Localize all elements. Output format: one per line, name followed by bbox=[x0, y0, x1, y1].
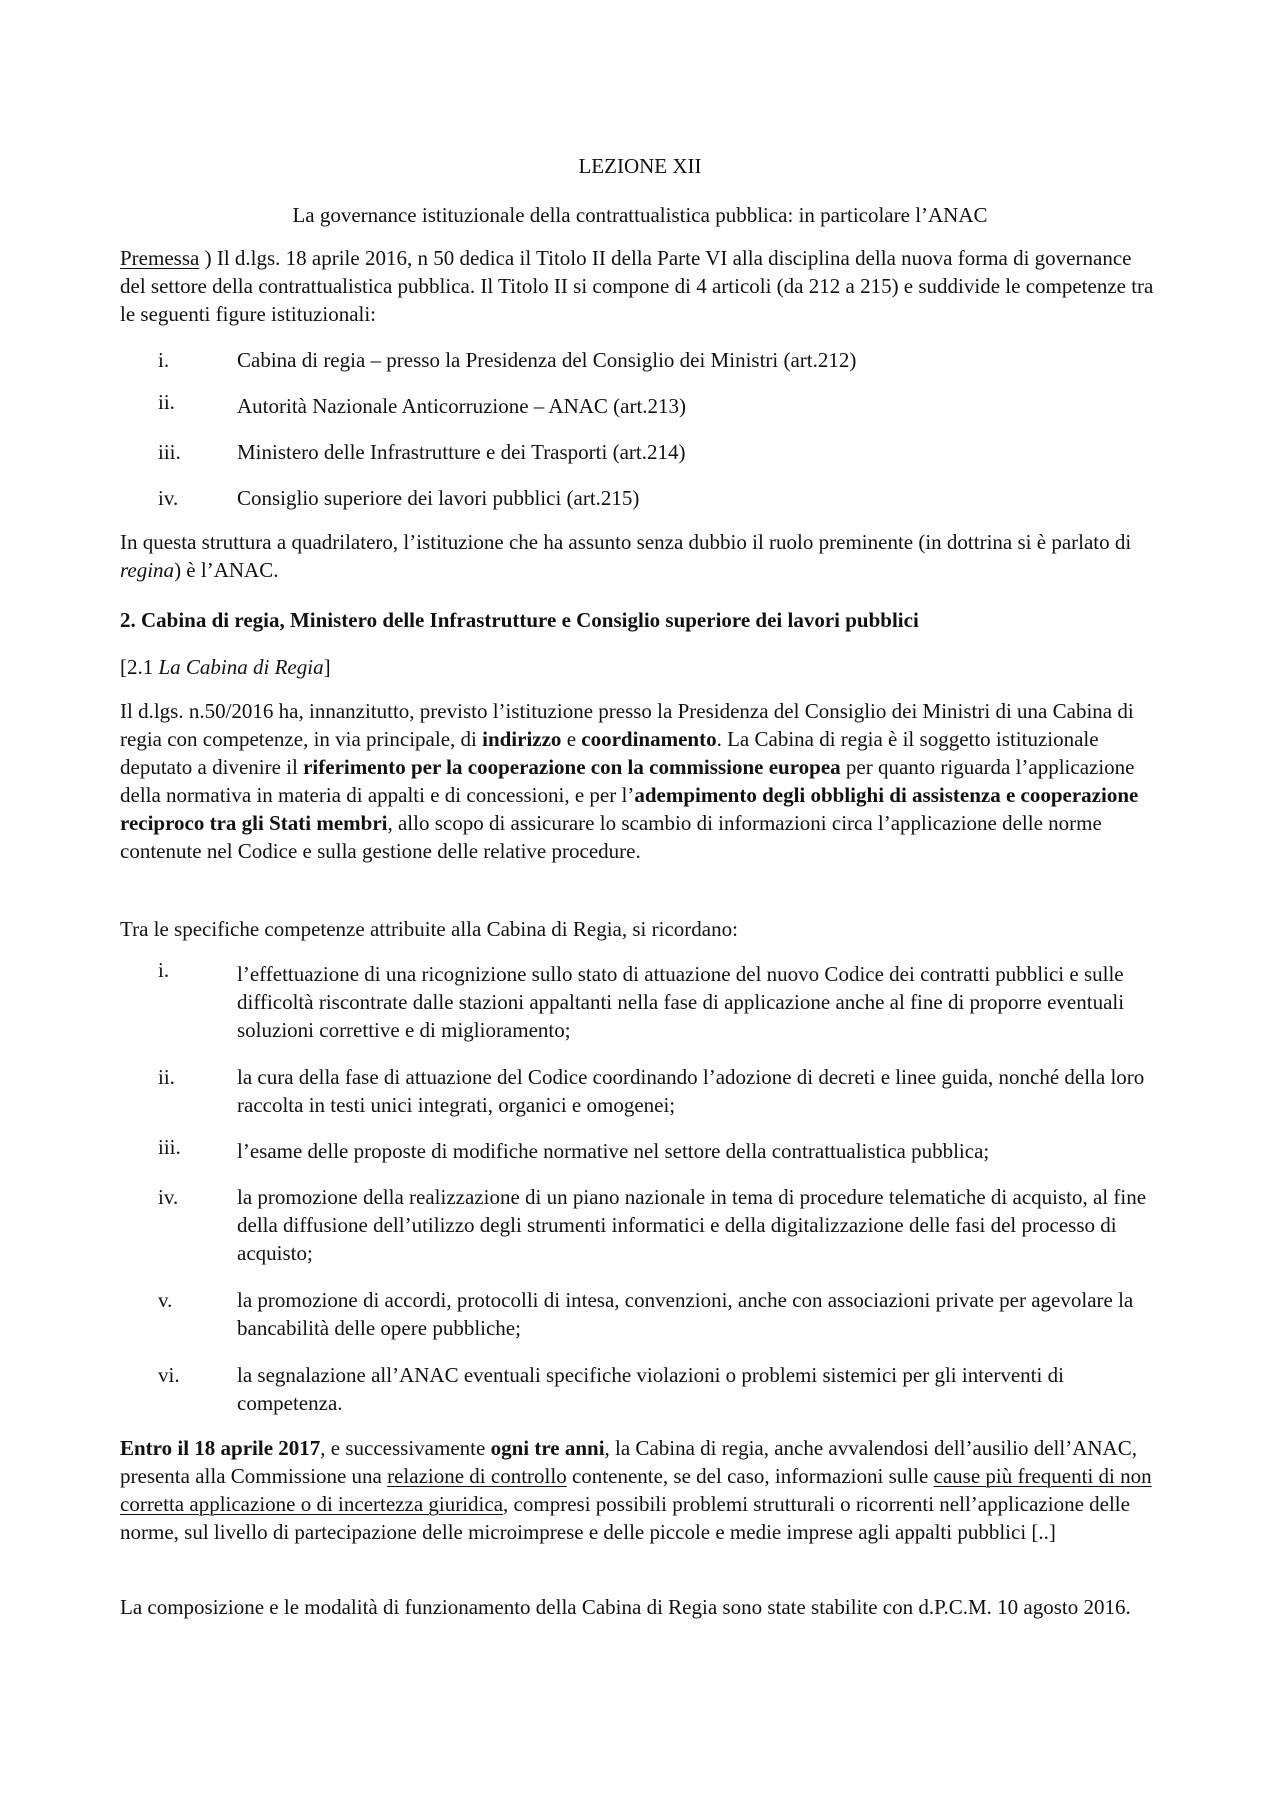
quad-italic: regina bbox=[120, 558, 175, 582]
cabina-text: e bbox=[561, 727, 582, 751]
quadrilatero-paragraph bbox=[120, 528, 1160, 584]
entro-underlined: relazione di controllo bbox=[387, 1464, 567, 1488]
subsection-title: La Cabina di Regia bbox=[158, 655, 324, 679]
lesson-subtitle: La governance istituzionale della contrattualistica pubblica: in particolare l’ANAC bbox=[292, 203, 988, 227]
list-item-number: iv. bbox=[158, 1185, 179, 1209]
composizione-paragraph: La composizione e le modalità di funzionamento della Cabina di Regia sono state stabilite con d.P.C.M. 10 agosto 2016. bbox=[120, 1595, 1131, 1619]
cabina-text: . La Cabina di regia è il soggetto istituzionale deputato a divenire il bbox=[120, 727, 1099, 779]
entro-text: contenente, se del caso, informazioni sulle bbox=[566, 1464, 934, 1488]
list-item-number: vi. bbox=[158, 1363, 180, 1387]
entro-underlined: cause più frequenti di non corretta applicazione o di incertezza giuridica bbox=[120, 1464, 1152, 1516]
quad-text-after: ) è l’ANAC. bbox=[174, 558, 279, 582]
list-item-number: i. bbox=[158, 348, 170, 372]
list-item-text: Ministero delle Infrastrutture e dei Trasporti (art.214) bbox=[237, 440, 686, 464]
list-item-text: l’effettuazione di una ricognizione sullo stato di attuazione del nuovo Codice dei contratti pubblici e sulle difficoltà riscontrate dalle stazioni appaltanti nella fase di applicazione anche al fine di proporre eventuali soluzioni correttive e di miglioramento; bbox=[237, 962, 1125, 1042]
entro-text: , la Cabina di regia, anche avvalendosi dell’ausilio dell’ANAC, presenta alla Commissione una bbox=[120, 1436, 1137, 1488]
entro-bold: ogni tre anni bbox=[490, 1436, 605, 1460]
lesson-title: LEZIONE XII bbox=[578, 154, 702, 178]
quad-text-before: In questa struttura a quadrilatero, l’istituzione che ha assunto senza dubbio il ruolo preminente (in dottrina si è parlato di bbox=[120, 530, 1132, 554]
list-item-text: la promozione di accordi, protocolli di intesa, convenzioni, anche con associazioni private per agevolare la bancabilità delle opere pubbliche; bbox=[237, 1288, 1134, 1340]
cabina-paragraph bbox=[120, 697, 1160, 865]
list-item-number: i. bbox=[158, 958, 170, 982]
cabina-text: , allo scopo di assicurare lo scambio di informazioni circa l’applicazione delle norme contenute nel Codice e sulla gestione delle relative procedure. bbox=[120, 811, 1102, 863]
cabina-bold: adempimento degli obblighi di assistenza e cooperazione reciproco tra gli Stati membri bbox=[120, 783, 1139, 835]
list-item-number: iv. bbox=[158, 486, 179, 510]
list-item-text: Consiglio superiore dei lavori pubblici (art.215) bbox=[237, 486, 640, 510]
cabina-text: per quanto riguarda l’applicazione della normativa in materia di appalti e di concessioni, e per l’ bbox=[120, 755, 1135, 807]
entro-bold: Entro il 18 aprile 2017 bbox=[120, 1436, 321, 1460]
subsection-open: [2.1 bbox=[120, 655, 159, 679]
section-heading bbox=[120, 606, 1160, 634]
list-item-number: ii. bbox=[158, 1065, 175, 1089]
list-item-text: l’esame delle proposte di modifiche normative nel settore della contrattualistica pubblica; bbox=[237, 1139, 990, 1163]
subsection-heading bbox=[120, 653, 1160, 681]
list-item-text: Autorità Nazionale Anticorruzione – ANAC (art.213) bbox=[237, 394, 687, 418]
entro-text: , e successivamente bbox=[320, 1436, 491, 1460]
list-item-number: iii. bbox=[158, 1135, 181, 1159]
premessa-paragraph bbox=[120, 244, 1160, 328]
section-heading-text: 2. Cabina di regia, Ministero delle Infrastrutture e Consiglio superiore dei lavori pubblici bbox=[120, 608, 919, 632]
list-item-number: iii. bbox=[158, 440, 181, 464]
cabina-bold: riferimento per la cooperazione con la commissione europea bbox=[303, 755, 841, 779]
list-item-text: la segnalazione all’ANAC eventuali specifiche violazioni o problemi sistemici per gli interventi di competenza. bbox=[237, 1363, 1064, 1415]
entro-text: , compresi possibili problemi strutturali o ricorrenti nell’applicazione delle norme, sul livello di partecipazione delle microimprese e delle piccole e medie imprese agli appalti pubblici [..] bbox=[120, 1492, 1130, 1544]
subsection-close: ] bbox=[323, 655, 331, 679]
cabina-text: Il d.lgs. n.50/2016 ha, innanzitutto, previsto l’istituzione presso la Presidenza del Consiglio dei Ministri di una Cabina di regia con competenze, in via principale, di bbox=[120, 699, 1134, 751]
list-item-text: la cura della fase di attuazione del Codice coordinando l’adozione di decreti e linee guida, nonché della loro raccolta in testi unici integrati, organici e omogenei; bbox=[237, 1065, 1145, 1117]
list-item-number: ii. bbox=[158, 390, 175, 414]
list-item-text: la promozione della realizzazione di un piano nazionale in tema di procedure telematiche di acquisto, al fine della diffusione dell’utilizzo degli strumenti informatici e della digitalizzazione delle fasi del processo di acquisto; bbox=[237, 1185, 1147, 1265]
premessa-text: ) Il d.lgs. 18 aprile 2016, n 50 dedica il Titolo II della Parte VI alla disciplina della nuova forma di governance del settore della contrattualistica pubblica. Il Titolo II si compone di 4 articoli (da 212 a 215) e suddivide le competenze tra le seguenti figure istituzionali: bbox=[120, 246, 1154, 326]
list-item-number: v. bbox=[158, 1288, 173, 1312]
list-item-text: Cabina di regia – presso la Presidenza del Consiglio dei Ministri (art.212) bbox=[237, 348, 857, 372]
entro-paragraph bbox=[120, 1434, 1160, 1546]
competenze-intro: Tra le specifiche competenze attribuite alla Cabina di Regia, si ricordano: bbox=[120, 917, 738, 941]
cabina-bold: indirizzo bbox=[482, 727, 562, 751]
cabina-bold: coordinamento bbox=[581, 727, 717, 751]
premessa-label: Premessa bbox=[120, 246, 200, 270]
